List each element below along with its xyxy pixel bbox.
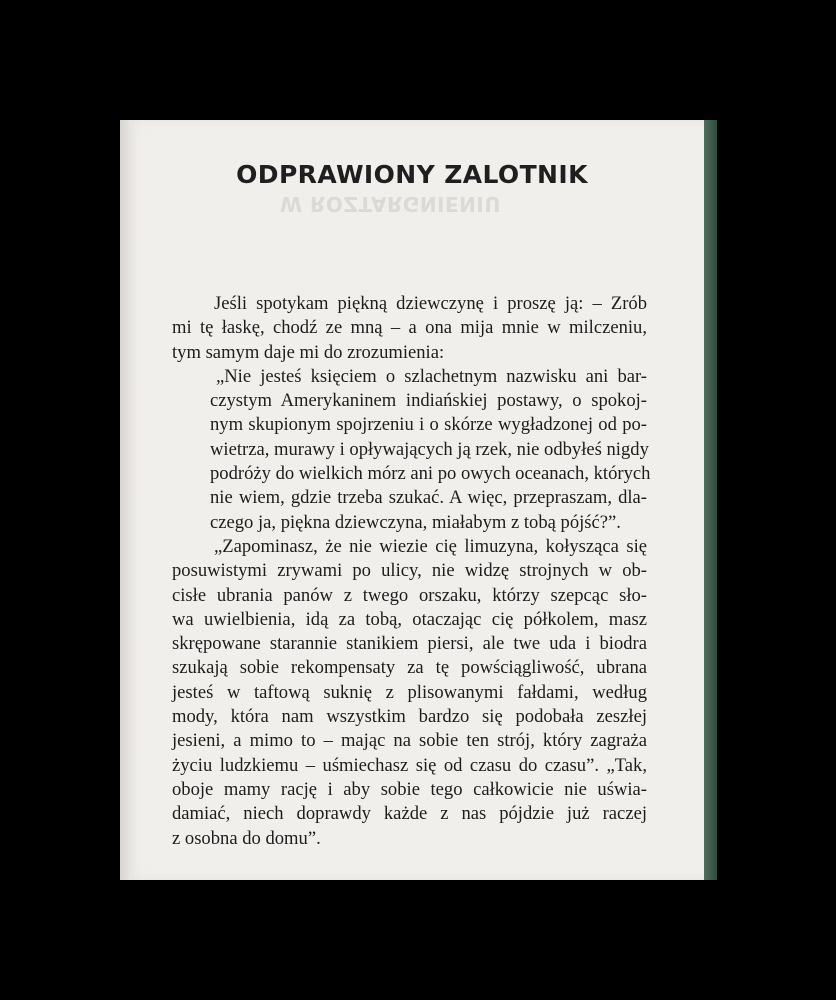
page-title: ODPRAWIONY ZALOTNIK — [236, 160, 588, 189]
text-line: mody, która nam wszystkim bardzo się podobała zeszłej — [172, 706, 647, 728]
text-line: „Zapominasz, że nie wiezie cię limuzyna, kołysząca się — [214, 535, 647, 557]
text-line: jesteś w taftową suknię z plisowanymi fałdami, według — [172, 681, 647, 703]
text-line: czego ja, piękna dziewczyna, miałabym z tobą pójść?”. — [210, 511, 621, 533]
text-line: „Nie jesteś księciem o szlachetnym nazwisku ani bar- — [216, 365, 647, 387]
text-line: nie wiem, gdzie trzeba szukać. A więc, przepraszam, dla- — [210, 487, 647, 509]
show-through-text: W ROZTARGNIENIU — [280, 192, 502, 216]
page-gutter-shadow — [120, 120, 132, 880]
text-line: życiu ludzkiemu – uśmiechasz się od czasu do czasu”. „Tak, — [172, 754, 647, 776]
text-line: nym skupionym spojrzeniu i o skórze wygładzonej od po- — [210, 414, 647, 436]
text-line: szukają sobie rekompensaty za tę powściągliwość, ubrana — [172, 657, 647, 679]
text-line: mi tę łaskę, chodź ze mną – a ona mija mnie w milczeniu, — [172, 317, 647, 339]
text-line: jesieni, a mimo to – mając na sobie ten strój, który zagraża — [172, 730, 647, 752]
text-line: cisłe ubrania panów z twego orszaku, którzy szepcąc sło- — [172, 584, 647, 606]
text-line: wa uwielbienia, idą za tobą, otaczając cię półkolem, masz — [172, 608, 647, 630]
text-line: wietrza, murawy i opływających ją rzek, nie odbyłeś nigdy — [210, 438, 649, 460]
text-line: Jeśli spotykam piękną dziewczynę i proszę ją: – Zrób — [214, 293, 647, 314]
body-text — [172, 292, 651, 851]
text-line: posuwistymi zrywami po ulicy, nie widzę strojnych w ob- — [172, 560, 647, 582]
text-line: z osobna do domu”. — [172, 827, 321, 849]
text-line: czystym Amerykaninem indiańskiej postawy, o spokoj- — [210, 390, 647, 412]
text-line: oboje mamy rację i aby sobie tego całkowicie nie uświa- — [172, 778, 647, 800]
text-line: podróży do wielkich mórz ani po owych oceanach, których — [210, 463, 651, 485]
text-line: damiać, niech doprawdy każde z nas pójdzie już raczej — [172, 803, 647, 825]
text-line: tym samym daje mi do zrozumienia: — [172, 341, 445, 363]
text-line: skrępowane starannie stanikiem piersi, ale twe uda i biodra — [172, 633, 647, 655]
